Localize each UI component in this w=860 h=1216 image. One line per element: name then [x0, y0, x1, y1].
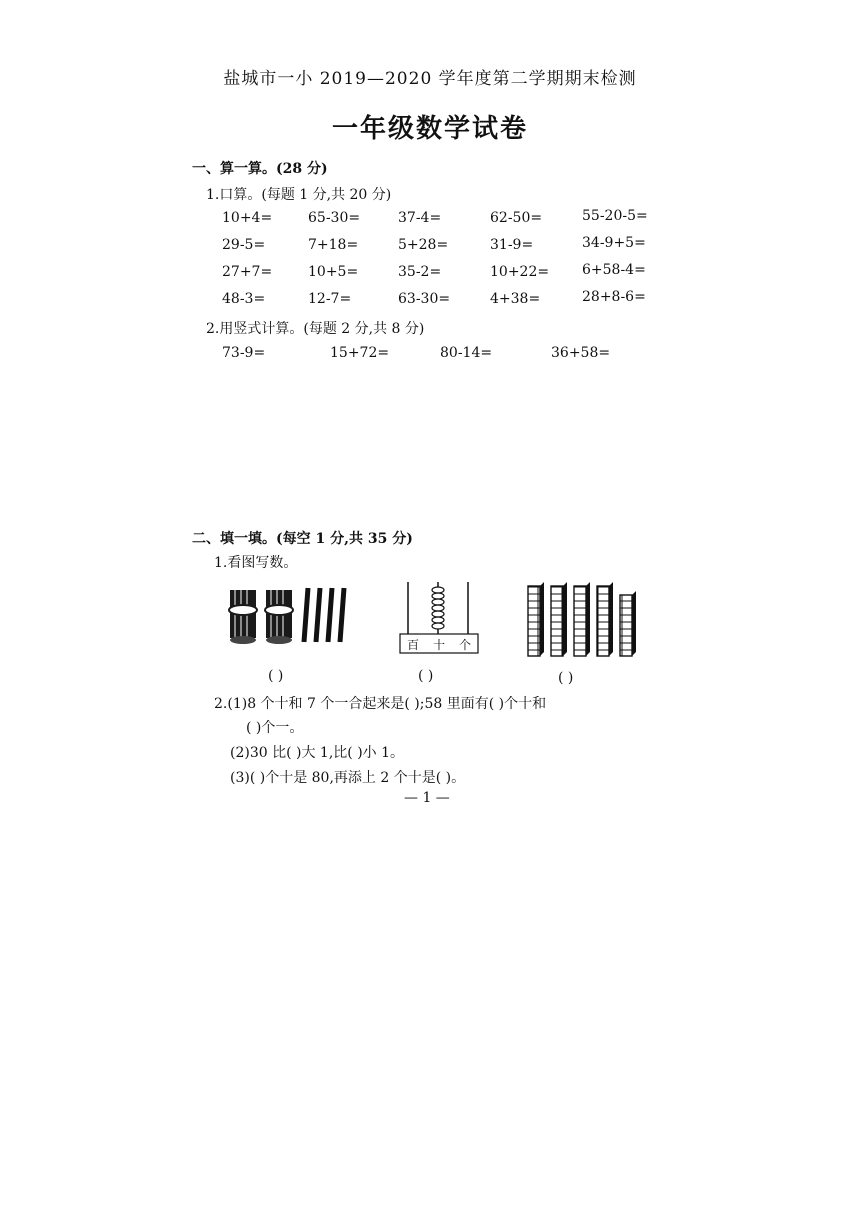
fill-question-line4: (3)( )个十是 80,再添上 2 个十是( )。 — [230, 770, 466, 786]
single-stick — [340, 588, 344, 642]
abacus-labels — [400, 636, 478, 653]
exam-subtitle: 盐城市一小 2019—2020 学年度第二学期期末检测 — [223, 69, 637, 89]
single-stick — [304, 588, 308, 642]
ten-rod — [574, 582, 590, 656]
answer-blank-abacus[interactable]: ( ) — [418, 668, 434, 684]
oral-calc-item: 62-50= — [490, 210, 543, 226]
ten-rod — [551, 582, 567, 656]
abacus-label-tens: 十 — [432, 638, 445, 652]
oral-calc-item: 35-2= — [398, 264, 442, 280]
stick-bundle-icon — [265, 590, 293, 644]
oral-calc-item: 10+5= — [308, 264, 359, 280]
vertical-calc-item: 73-9= — [222, 345, 266, 361]
answer-blank-sticks[interactable]: ( ) — [268, 668, 284, 684]
abacus-label-ones: 个 — [458, 638, 471, 652]
oral-calc-item: 29-5= — [222, 237, 266, 253]
oral-calc-item: 27+7= — [222, 264, 273, 280]
oral-calc-item: 12-7= — [308, 291, 352, 307]
oral-calc-item: 7+18= — [308, 237, 359, 253]
section1-title: 一、算一算。(28 分) — [192, 161, 328, 177]
oral-calc-title: 1.口算。(每题 1 分,共 20 分) — [206, 187, 392, 203]
single-stick — [316, 588, 320, 642]
oral-calc-item: 28+8-6= — [582, 289, 646, 305]
exam-title: 一年级数学试卷 — [331, 114, 528, 144]
vertical-calc-item: 36+58= — [551, 345, 611, 361]
oral-calc-item: 10+22= — [490, 264, 550, 280]
vertical-calc-item: 80-14= — [440, 345, 493, 361]
abacus-label-hundreds: 百 — [406, 638, 419, 652]
stick-bundle-icon — [229, 590, 257, 644]
section2-title: 二、填一填。(每空 1 分,共 35 分) — [192, 531, 413, 547]
oral-calc-item: 37-4= — [398, 210, 442, 226]
oral-calc-item: 63-30= — [398, 291, 451, 307]
abacus-bead-stack — [432, 587, 444, 629]
cube-rods-figure — [526, 580, 638, 660]
fill-question-line2: ( )个一。 — [246, 720, 304, 736]
oral-calc-item: 34-9+5= — [582, 235, 646, 251]
single-stick — [328, 588, 332, 642]
vertical-calc-title: 2.用竖式计算。(每题 2 分,共 8 分) — [206, 321, 425, 337]
ten-rod — [528, 582, 544, 656]
oral-calc-item: 48-3= — [222, 291, 266, 307]
oral-calc-item: 4+38= — [490, 291, 541, 307]
answer-blank-cubes[interactable]: ( ) — [558, 670, 574, 686]
oral-calc-item: 31-9= — [490, 237, 534, 253]
oral-calc-item: 55-20-5= — [582, 208, 648, 224]
oral-calc-item: 65-30= — [308, 210, 361, 226]
cube-column-short — [620, 591, 636, 656]
oral-calc-item: 10+4= — [222, 210, 273, 226]
page-number: — 1 — — [404, 790, 450, 806]
fill-question-line3: (2)30 比( )大 1,比( )小 1。 — [230, 745, 405, 761]
stick-bundles-figure — [226, 584, 356, 646]
vertical-calc-item: 15+72= — [330, 345, 390, 361]
oral-calc-item: 5+28= — [398, 237, 449, 253]
oral-calc-item: 6+58-4= — [582, 262, 646, 278]
read-pictures-title: 1.看图写数。 — [214, 555, 298, 571]
ten-rod — [597, 582, 613, 656]
fill-question-line1: 2.(1)8 个十和 7 个一合起来是( );58 里面有( )个十和 — [214, 696, 547, 712]
